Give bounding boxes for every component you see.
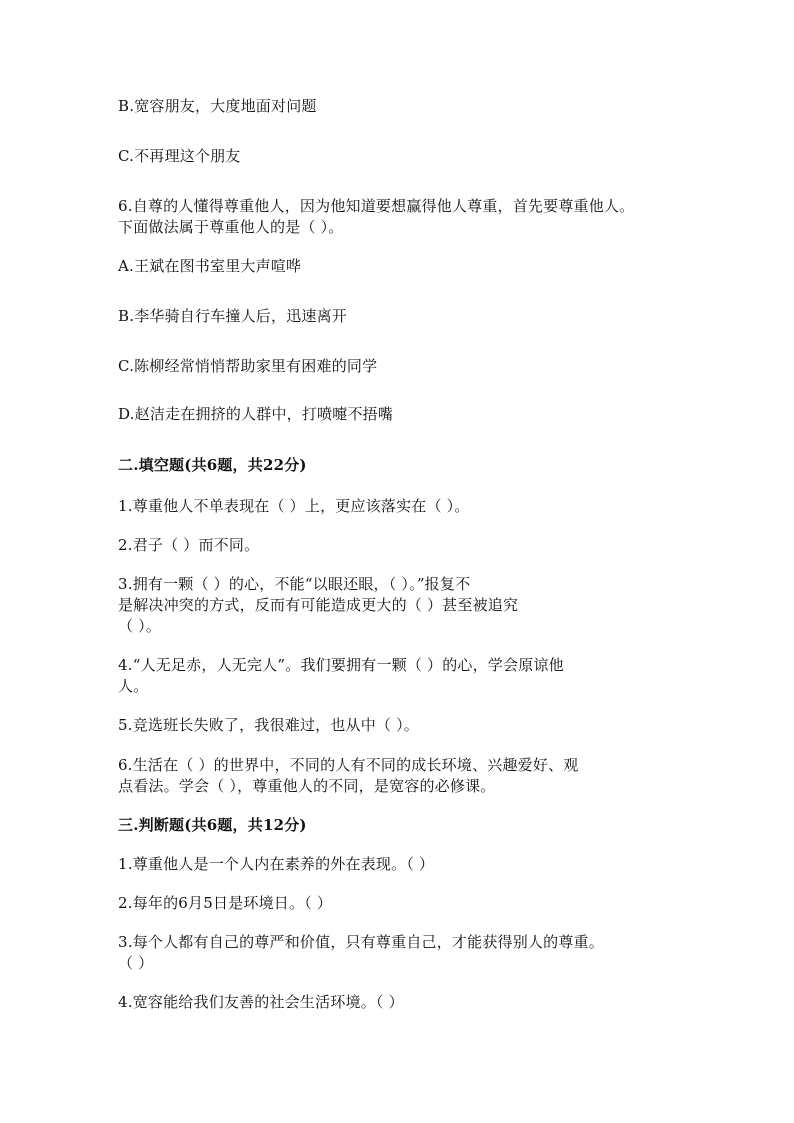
fill-question-1: 1.尊重他人不单表现在（ ）上，更应该落实在（ ）。 (118, 497, 470, 515)
fill-question-3-line-2: 是解决冲突的方式，反而有可能造成更大的（ ）甚至被追究 (118, 596, 519, 614)
fill-question-4-line-1: 4.“人无足赤，人无完人”。我们要拥有一颗（ ）的心，学会原谅他 (118, 656, 564, 674)
fill-question-4-line-2: 人。 (118, 677, 149, 695)
tf-question-4: 4.宽容能给我们友善的社会生活环境。（ ） (118, 993, 404, 1011)
tf-question-3-line-2: （ ） (118, 954, 154, 972)
fill-question-5: 5.竞选班长失败了，我很难过，也从中（ ）。 (118, 716, 419, 734)
option-5c: C.不再理这个朋友 (118, 147, 241, 165)
fill-question-6-line-2: 点看法。学会（ ），尊重他人的不同，是宽容的必修课。 (118, 777, 496, 795)
option-6d: D.赵洁走在拥挤的人群中，打喷嚏不捂嘴 (118, 405, 394, 423)
tf-question-2: 2.每年的6月5日是环境日。（ ） (118, 894, 333, 912)
tf-question-3-line-1: 3.每个人都有自己的尊严和价值，只有尊重自己，才能获得别人的尊重。 (118, 933, 604, 951)
option-6c: C.陈柳经常悄悄帮助家里有困难的同学 (118, 357, 378, 375)
tf-question-1: 1.尊重他人是一个人内在素养的外在表现。（ ） (118, 855, 435, 873)
option-6a: A.王斌在图书室里大声喧哗 (118, 257, 302, 275)
section-heading-true-false: 三.判断题(共6题，共12分) (118, 816, 307, 834)
fill-question-3-line-1: 3.拥有一颗（ ）的心，不能“以眼还眼，（ ）。”报复不 (118, 575, 471, 593)
fill-question-6-line-1: 6.生活在（ ）的世界中，不同的人有不同的成长环境、兴趣爱好、观 (118, 756, 579, 774)
question-6-line-2: 下面做法属于尊重他人的是（ ）。 (118, 218, 344, 236)
option-6b: B.李华骑自行车撞人后，迅速离开 (118, 307, 347, 325)
section-heading-fill-blank: 二.填空题(共6题，共22分) (118, 456, 307, 474)
fill-question-3-line-3: （ ）。 (118, 617, 162, 635)
option-5b: B.宽容朋友，大度地面对问题 (118, 97, 317, 115)
question-6-line-1: 6.自尊的人懂得尊重他人，因为他知道要想赢得他人尊重，首先要尊重他人。 (118, 197, 635, 215)
fill-question-2: 2.君子（ ）而不同。 (118, 536, 260, 554)
